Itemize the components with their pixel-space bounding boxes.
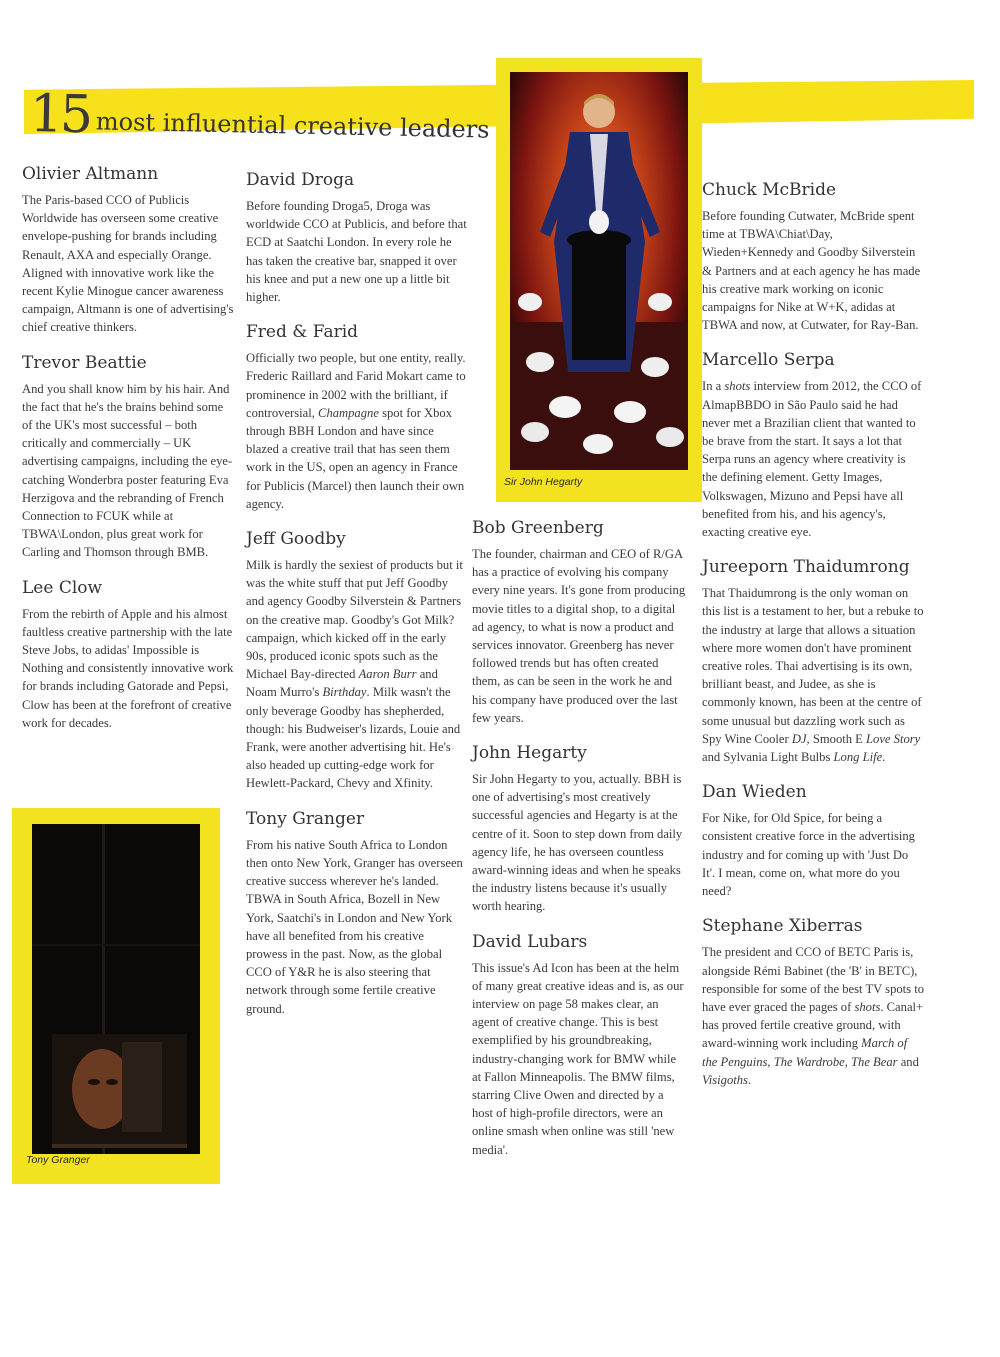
entry-name: Stephane Xiberras [702,916,863,937]
entry-body: And you shall know him by his hair. And the fact that he's the brains behind some of the UK's most successful – both critically and commercially – UK advertising campaigns, including the eye-catching Wonderbra poster featuring Eva Herzigova and the rebranding of French Connection to FCUK while at TBWA\London, plus great work for Carling and Thomson through BMB. [22,381,233,560]
body-text: Officially two people, but one entity, really. Frederic Raillard and Farid Mokart came to prominence in 2002 with the brilliant, if controversial, [246,351,466,420]
tony-granger-portrait [32,824,200,1154]
body-text: Milk is hardly the sexiest of products but it was the white stuff that put Jeff Goodby and agency Goodby Silverstein & Partners on the creative map. Goodby's Got Milk? campaign, which kicked off in the early 90s, produced iconic spots such as the Michael Bay-directed [246,558,463,682]
entry-body [246,556,468,793]
entry-olivier-altmann [22,164,234,337]
title-italic: Long Life [833,750,883,765]
title-italic: Aaron Burr [358,667,417,682]
title-italic: shots [854,999,881,1014]
body-text: and Noam Murro's [246,667,438,700]
title-italic: March of the Penguins, The Wardrobe, The Bear [702,1036,908,1069]
entry-name: David Droga [246,170,355,190]
entry-trevor-beattie [22,353,234,562]
john-hegarty-photo [510,72,688,470]
body-text: and [897,1054,919,1069]
photo-caption-hegarty: Sir John Hegarty [504,476,583,488]
entry-name: Olivier Altmann [22,164,159,184]
entry-body: Sir John Hegarty to you, actually. BBH is one of advertising's most creatively successful agencies and Hegarty is at the centre of it. Soon to step down from daily agency life, he has overseen countless award-winning ideas and when he speaks the industry listens because it's usually worth hearing. [472,772,683,914]
entry-stephane-xiberras [702,916,924,1089]
entry-chuck-mcbride [702,180,924,334]
entry-body [702,377,924,541]
entry-body: Before founding Droga5, Droga was worldwide CCO at Publicis, and before that ECD at Saatchi London. In every role he has taken the creative bar, snapped it over his knee and put a new one up a little bit higher. [246,199,467,305]
entry-david-lubars [472,932,686,1159]
entry-name: John Hegarty [472,743,587,764]
entry-name: Marcello Serpa [702,350,835,371]
entry-body [246,349,468,513]
entry-jureeporn-thaidumrong [702,557,924,766]
body-text: In a [702,379,725,394]
title-italic: Love Story [866,731,921,746]
body-text: . [747,1072,752,1087]
title-text: most influential creative leaders [95,107,490,144]
tony-granger-photo-frame [12,808,220,1184]
entry-name: Jeff Goodby [246,529,346,550]
body-text: . Milk wasn't the only beverage Goodby has shepherded, though: his Budweiser's lizards, Louie and Frank, were another advertising hit. He's also headed up cutting-edge work for Hewlett-Packard, Chevy and Xfinity. [246,685,461,791]
title-italic: shots [724,379,751,394]
title-italic: Champagne [318,405,379,420]
entry-body: The founder, chairman and CEO of R/GA has a practice of evolving his company every nine years. It's gone from producing movie titles to a digital shop, to a digital ad agency, to what is now a product and services innovator. Greenberg has never followed trends but has often created them, as can be seen in the work he and his company have produced over the last few years. [472,547,686,725]
entry-fred-farid [246,322,468,513]
body-text: . Canal+ has proved fertile creative ground, with award-winning work including [702,999,924,1051]
entry-body: From the rebirth of Apple and his almost faultless creative partnership with the late Steve Jobs, to adidas' Impossible is Nothing and consistently innovative work for brands including Gatorade and Pepsi, Clow has been at the forefront of creative work for decades. [22,606,234,730]
entry-david-droga [246,170,468,306]
body-text: interview from 2012, the CCO of AlmapBBDO in São Paulo said he had never met a Brazilian client that wanted to be brave from the start. It says a lot that Serpa runs an agency where creativity is the defining element. Getty Images, Volkswagen, Mizuno and Pepsi have all benefited from his, and his agency's, exacting creative eye. [702,379,922,540]
photo-caption-granger: Tony Granger [26,1154,90,1166]
entry-john-hegarty [472,743,686,916]
page-title [29,80,490,150]
entry-lee-clow [22,578,234,732]
body-text: The president and CCO of BETC Paris is, alongside Rémi Babinet (the 'B' in BETC), responsible for some of the best TV spots to have ever graced the pages of [702,945,925,1014]
tony-granger-photo [32,824,200,1154]
title-italic: DJ [791,731,807,746]
entry-body: For Nike, for Old Spice, for being a consistent creative force in the advertising industry and for coming up with 'Just Do It'. I mean, come on, what more do you need? [702,811,915,899]
entry-body: The Paris-based CCO of Publicis Worldwide has overseen some creative envelope-pushing for brands including Renault, AXA and especially Orange. Aligned with innovative work like the recent Kylie Minogue cancer awareness campaign, Altmann is one of advertising's chief creative thinkers. [22,193,234,335]
entry-name: Fred & Farid [246,322,359,343]
entry-jeff-goodby [246,529,468,793]
entry-name: Jureeporn Thaidumrong [702,557,910,578]
entry-name: Chuck McBride [702,180,837,200]
body-text: That Thaidumrong is the only woman on this list is a testament to her, but a rebuke to the industry at large that allows a situation where more women don't have prominent creative roles. Thai advertising is its own, brilliant beast, and Judee, as she is commonly known, has been at the centre of some unusual but dazzling work such as Spy Wine Cooler [702,586,924,746]
john-hegarty-portrait [510,72,688,470]
title-number: 15 [29,84,91,146]
entry-bob-greenberg [472,518,686,727]
column-2 [246,170,468,1034]
body-text: . [882,750,886,765]
body-text: , Smooth E [806,731,867,746]
john-hegarty-photo-frame [496,58,702,502]
entry-tony-granger [246,809,468,1018]
column-3 [472,518,686,1175]
entry-body: This issue's Ad Icon has been at the helm of many great creative ideas and is, as our interview on page 58 makes clear, an agent of creative change. This is best exemplified by his groundbreaking, industry-changing work for BMW while at Fallon Minneapolis. The BMW films, starring Clive Owen and directed by a host of high-profile directors, were an online smash when online was still 'new media'. [472,960,684,1157]
entry-body [702,584,924,766]
title-italic: Visigoths [702,1072,748,1087]
entry-name: Lee Clow [22,577,103,598]
entry-body: From his native South Africa to London then onto New York, Granger has overseen creative success wherever he's landed. TBWA in South Africa, Bozell in New York, Saatchi's in London and New York have all benefited from his creative prowess in the past. Now, as the global CCO of Y&R he is also steering that network through some fertile creative ground. [246,837,463,1016]
entry-name: Tony Granger [246,808,365,829]
entry-body: Before founding Cutwater, McBride spent time at TBWA\Chiat\Day, Wieden+Kennedy and Goodby Silverstein & Partners and at each agency he has made his creative mark working on iconic campaigns for Nike at W+K, adidas at TBWA and now, at Cutwater, for Ray-Ban. [702,209,921,333]
column-4 [702,180,924,1105]
entry-dan-wieden [702,782,924,900]
entry-body [702,943,924,1089]
entry-name: Bob Greenberg [472,518,604,538]
title-italic: Birthday [322,685,367,700]
entry-marcello-serpa [702,350,924,541]
entry-name: Dan Wieden [702,782,807,803]
body-text: and Sylvania Light Bulbs [702,750,834,765]
entry-name: David Lubars [472,931,588,952]
column-1 [22,164,234,748]
entry-name: Trevor Beattie [22,352,147,373]
body-text: spot for Xbox through BBH London and have since blazed a creative trail that has seen them work in the US, open an agency in France for Publicis (Marcel) then launch their own agency. [246,405,465,511]
